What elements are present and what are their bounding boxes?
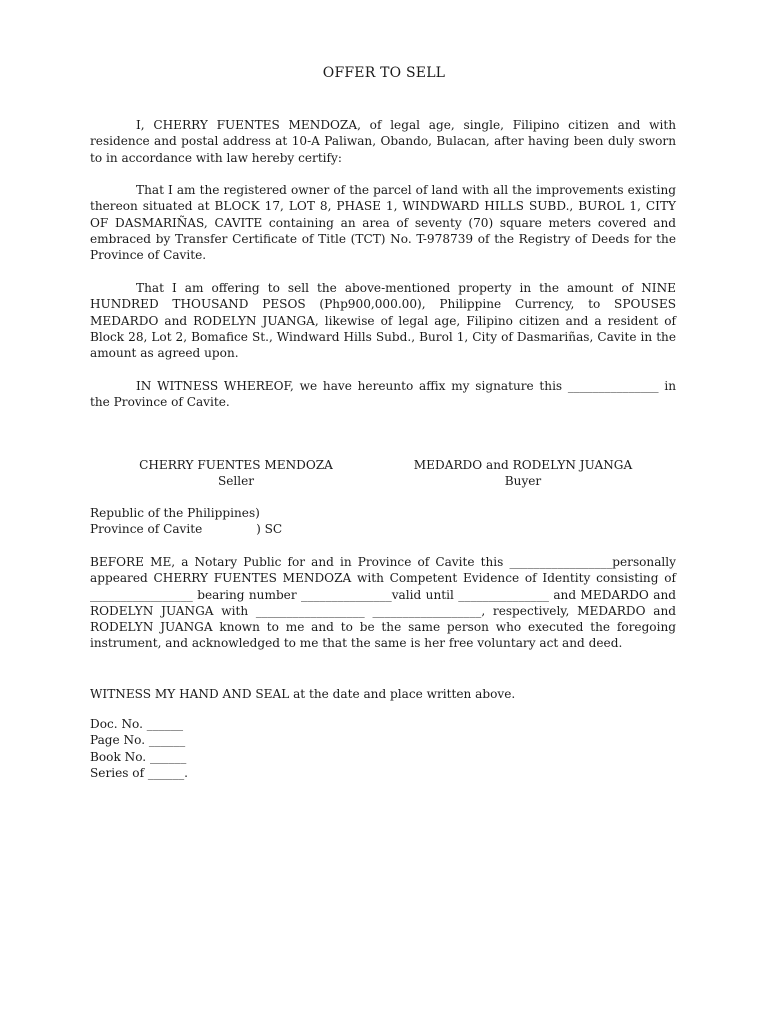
hand-seal-paragraph: WITNESS MY HAND AND SEAL at the date and place written above. bbox=[90, 687, 516, 701]
intro-paragraph: I, CHERRY FUENTES MENDOZA, of legal age, single, Filipino citizen and with residence and postal address at 10-A Paliwan, Obando, Bulacan, after having been duly sworn to in accordance with law hereby certify: bbox=[90, 118, 676, 165]
venue-block bbox=[90, 505, 282, 538]
buyer-role: Buyer bbox=[504, 474, 542, 489]
doc-number: Doc. No. ______ bbox=[90, 717, 184, 731]
notarial-register-block bbox=[90, 716, 188, 781]
witness-paragraph: IN WITNESS WHEREOF, we have hereunto affix my signature this _______________ in the Province of Cavite. bbox=[90, 379, 676, 410]
seller-name: CHERRY FUENTES MENDOZA bbox=[139, 458, 333, 472]
buyer-signature-block bbox=[402, 457, 644, 490]
series-of: Series of ______. bbox=[90, 765, 189, 780]
venue-country: Republic of the Philippines) bbox=[90, 506, 260, 520]
venue-province: Province of Cavite ) SC bbox=[90, 522, 283, 537]
seller-role: Seller bbox=[217, 474, 255, 489]
document-title: OFFER TO SELL bbox=[322, 65, 446, 81]
buyer-name: MEDARDO and RODELYN JUANGA bbox=[413, 458, 633, 472]
offer-paragraph: That I am offering to sell the above-mentioned property in the amount of NINE HUNDRED THOUSAND PESOS (Php900,000.00), Philippine Currency, to SPOUSES MEDARDO and RODELYN JUANGA, likewise of legal age, Filipino citizen and a resident of Block 28, Lot 2, Bomafice St., Windward Hills Subd., Burol 1, City of Dasmariñas, Cavite in the amount as agreed upon. bbox=[90, 281, 676, 361]
notary-paragraph: BEFORE ME, a Notary Public for and in Province of Cavite this _________________personally appeared CHERRY FUENTES MENDOZA with Competent Evidence of Identity consisting of _________________ bearing number _______________valid until _______________ and MEDARDO and RODELYN JUANGA with __________________ __________________, respectively, MEDARDO and RODELYN JUANGA known to me and to be the same person who executed the foregoing instrument, and acknowledged to me that the same is her free voluntary act and deed. bbox=[90, 555, 676, 651]
page-number: Page No. ______ bbox=[90, 733, 186, 748]
seller-signature-block bbox=[130, 457, 342, 490]
ownership-paragraph: That I am the registered owner of the parcel of land with all the improvements existing thereon situated at BLOCK 17, LOT 8, PHASE 1, WINDWARD HILLS SUBD., BUROL 1, CITY OF DASMARIÑAS, CAVITE containing an area of seventy (70) square meters covered and embraced by Transfer Certificate of Title (TCT) No. T-978739 of the Registry of Deeds for the Province of Cavite. bbox=[90, 183, 676, 263]
book-number: Book No. ______ bbox=[90, 749, 187, 764]
